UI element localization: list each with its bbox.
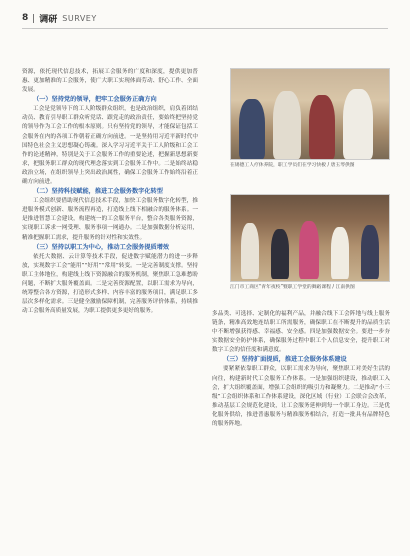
body-paragraph: 依托大数据、云计算等技术手段，促进数字赋能潜力的进一步释放，实现数字工会“能用”“好用”“常用”转变。一是完善制度支撑。坚持职工主体地位，构建线上线下资源融合的服务机制，聚焦职工急难愁盼问题，不断扩大服务覆盖面。二是完善资源配置，以职工需求为导向，统筹整合各方资源，打造形式多样、内容丰富的服务项目，满足职工多层次多样化需求。三是健全激励保障机制，完善服务评价体系，持续推动工会服务高质量发展，为职工提供更多更好的服务。 bbox=[22, 253, 198, 315]
photo-figure bbox=[361, 225, 379, 279]
left-column bbox=[22, 68, 198, 316]
photo-figure bbox=[343, 89, 373, 159]
photo-figure bbox=[239, 99, 265, 159]
photo-figure bbox=[309, 95, 335, 159]
photo-dance-class bbox=[230, 194, 390, 282]
section-heading: （三）坚持扩面提质，推进工会服务体系建设 bbox=[223, 356, 347, 364]
body-paragraph: 多品类、可选择、定制化的福利产品，并融合线下工会阵地与线上服务链条，精准高效地连结职工所需服务，确保职工在不断提升的品质生活中不断增强获得感、幸福感、安全感。四是加强数据安全。要进一步夯实数据安全防护体系，确保服务过程中职工个人信息安全，提升职工对数字工会的信任度和满意度。 bbox=[212, 311, 390, 354]
page-header bbox=[22, 10, 97, 26]
body-paragraph: 要紧紧依靠职工群众，以职工需求为导向，聚焦职工对美好生活的向往，构建新时代工会服务工作体系。一是加强组织建设，推动职工入会，扩大组织覆盖面，增强工会组织的吸引力和凝聚力。二是推动“小三级”工会组织体系和工作体系建设，深化区域（行业）工会联合会改革，推动基层工会规范化建设，让工会服务延伸到每一个职工身边。三是优化服务供给，推进普惠服务与精准服务相结合，打造一批具有品牌特色的服务阵地。 bbox=[212, 366, 390, 428]
header-rule bbox=[22, 28, 388, 29]
section-heading: （二）坚持科技赋能，推进工会服务数字化转型 bbox=[33, 188, 163, 196]
section-heading: （一）坚持党的领导，把牢工会服务正确方向 bbox=[33, 96, 157, 104]
page-number: 8 bbox=[22, 13, 29, 23]
photo-caption: 江门市工商区“青年夜校”暨职工学堂的舞蹈课程 / 江南供图 bbox=[230, 285, 355, 290]
section-title-cn: 调研 bbox=[39, 14, 58, 25]
photo-figure bbox=[299, 221, 319, 279]
photo-quick-clapper-class bbox=[230, 68, 390, 160]
right-column bbox=[212, 310, 390, 429]
photo-caption: 在锡德工人疗休养院，职工学员们在学习快板 / 唐玉琴供图 bbox=[230, 163, 355, 168]
body-paragraph: 工会是党领导下的工人阶级群众组织，也是政治组织，肩负着团结动员、教育引导职工群众听党话、跟党走的政治责任，要始终把坚持党的领导作为工会工作的根本原则。只有坚持党的领导，才能保证包括工会服务在内的各项工作朝着正确方向前进。一是坚持用习近平新时代中国特色社会主义思想凝心铸魂。深入学习习近平关于工人阶级和工会工作的论述精神，特别是关于工会服务工作的重要论述，把握新思想新要求，把服务职工群众的现代理念落实到工会服务工作中。二是始终站稳政治立场，在组织领导上突出政治属性，确保工会服务工作始终沿着正确方向前进。 bbox=[22, 106, 198, 186]
body-paragraph: 工会组织要借助现代信息技术手段，加快工会服务数字化转型，推进服务模式创新、服务流程再造，打造线上线下相融合的服务体系。一是推进智慧工会建设，构建统一的工会服务平台，整合各类服务资源，实现职工诉求一网受理、服务事项一网通办。二是加强数据分析运用，精准把握职工需求，提升服务的针对性和实效性。 bbox=[22, 198, 198, 241]
photo-figure bbox=[331, 227, 349, 279]
header-separator bbox=[33, 14, 34, 23]
photo-figure bbox=[273, 91, 301, 159]
photo-figure bbox=[241, 223, 259, 279]
photo-figure bbox=[271, 229, 289, 279]
body-paragraph: 资源，依托现代信息技术，拓展工会服务的广度和深度，提供更加普惠、更加精准的工会服务，使广大职工实现体面劳动、舒心工作、全面发展。 bbox=[22, 69, 198, 94]
section-heading: （三）坚持以职工为中心，推动工会服务提质增效 bbox=[33, 243, 170, 251]
section-title-en: SURVEY bbox=[62, 13, 97, 23]
